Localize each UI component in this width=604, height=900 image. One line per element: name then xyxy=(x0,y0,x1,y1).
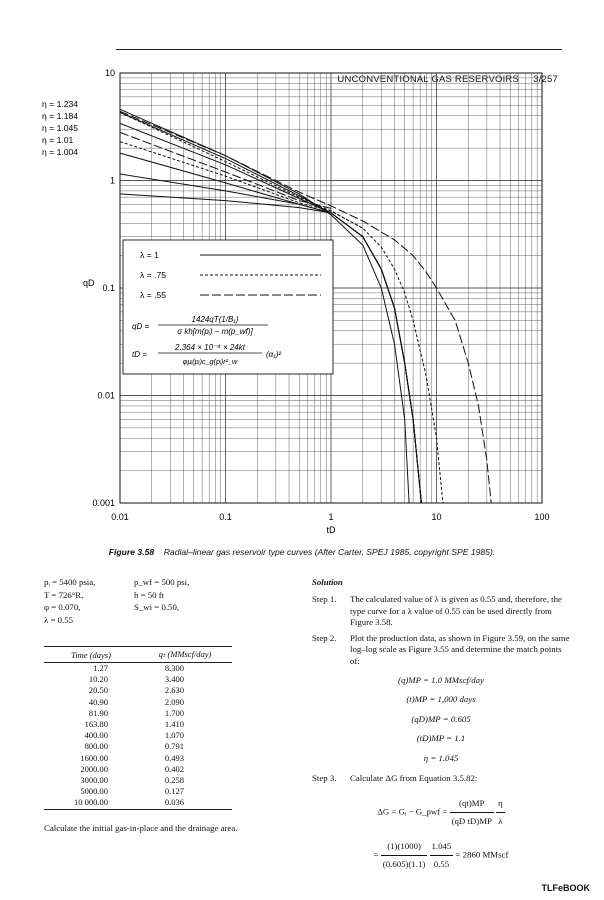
production-table xyxy=(44,646,232,810)
eq1-fraction-2 xyxy=(496,795,505,830)
eq2-fraction-2 xyxy=(430,838,454,873)
header-rule xyxy=(116,49,562,50)
time-cell: 1600.00 xyxy=(80,752,108,763)
param-row xyxy=(44,602,294,615)
time-cell: 10 000.00 xyxy=(44,797,138,809)
table-header-rate: qₜ (MMscf/day) xyxy=(138,647,232,663)
eq1-numerator-2: η xyxy=(496,795,505,813)
y-tick-label: 10 xyxy=(104,68,115,78)
page-number: 3/257 xyxy=(533,74,558,85)
match-point: (qD)MP = 0.605 xyxy=(411,713,471,724)
rate-cell: 0.402 xyxy=(164,763,184,774)
table-row xyxy=(44,685,232,696)
x-tick-label: 0.1 xyxy=(219,512,232,522)
param-value: φ = 0.070, xyxy=(44,602,81,612)
legend-label: λ = .55 xyxy=(140,290,167,300)
rate-cell: 1.070 xyxy=(164,730,184,741)
y-tick-label: 1 xyxy=(109,175,115,186)
table-header-time: Time (days) xyxy=(44,647,138,663)
param-value: h = 50 ft xyxy=(134,589,165,600)
delta-g-equation xyxy=(312,795,570,830)
step-3-label: Step 3. xyxy=(312,773,337,784)
eq2-denominator-2: 0.55 xyxy=(433,858,450,869)
table-row xyxy=(44,663,232,675)
eq1-denominator-2: λ xyxy=(498,815,503,826)
step-3-text: Calculate ΔG from Equation 3.5.82: xyxy=(350,773,478,784)
rate-cell: 0.127 xyxy=(164,786,184,797)
table-header-row xyxy=(44,647,232,663)
x-axis-label: tD xyxy=(326,525,336,535)
eta-label: η = 1.004 xyxy=(42,147,79,157)
rate-cell: 2.630 xyxy=(164,685,184,696)
legend-label: λ = 1 xyxy=(140,250,159,260)
table-row xyxy=(44,719,232,730)
eq2-result: = 2860 MMscf xyxy=(455,849,509,860)
eq1-denominator: (qD tD)MP xyxy=(451,815,492,826)
table-row xyxy=(44,708,232,719)
rate-cell: 0.791 xyxy=(164,741,184,752)
formula-qd-lhs: qD = xyxy=(132,322,150,331)
running-head-title: UNCONVENTIONAL GAS RESERVOIRS xyxy=(337,74,520,85)
table-row xyxy=(44,730,232,741)
rate-cell: 1.700 xyxy=(164,707,184,718)
rate-cell: 1.410 xyxy=(164,719,184,730)
rate-cell: 8.300 xyxy=(164,663,184,673)
table-row xyxy=(44,674,232,685)
param-value: p_wf = 500 psi, xyxy=(134,577,190,587)
type-curve-chart xyxy=(0,60,604,540)
match-point: (t)MP = 1,000 days xyxy=(406,694,476,705)
legend-frame xyxy=(123,240,333,374)
param-row xyxy=(44,590,294,603)
formula-qd-numerator: 1424qT(1/B₁) xyxy=(191,315,239,324)
eq1-numerator: (qt)MP xyxy=(450,795,494,813)
table-row xyxy=(44,764,232,775)
match-point: (tD)MP = 1.1 xyxy=(416,733,466,744)
match-points xyxy=(312,672,570,768)
rate-cell: 2.090 xyxy=(164,696,184,707)
eq1-lhs: ΔG = Gᵢ − G_pwf = xyxy=(377,806,448,817)
param-row xyxy=(44,577,294,590)
match-point: (q)MP = 1.0 MMscf/day xyxy=(398,674,484,685)
table-row xyxy=(44,697,232,708)
rate-cell: 0.036 xyxy=(138,797,232,809)
eta-label: η = 1.045 xyxy=(42,123,79,133)
step-3 xyxy=(312,773,570,785)
calculate-instruction: Calculate the initial gas-in-place and the drainage area. xyxy=(44,823,238,833)
time-cell: 10.20 xyxy=(88,674,108,685)
table-row xyxy=(44,786,232,797)
formula-td-numerator: 2.364 × 10⁻⁴ × 24kt xyxy=(175,343,245,352)
step-2 xyxy=(312,633,570,668)
time-cell: 40.90 xyxy=(88,696,108,707)
rate-cell: 0.258 xyxy=(164,775,184,786)
delta-g-result xyxy=(312,838,570,873)
y-tick-label: 0.01 xyxy=(97,390,115,401)
x-tick-label: 1 xyxy=(328,512,334,522)
eta-labels xyxy=(42,99,78,157)
figure-caption-text: Radial–linear gas reservoir type curves (After Carter, SPEJ 1985, copyright SPE 1985). xyxy=(163,547,496,557)
eta-label: η = 1.01 xyxy=(42,135,74,145)
legend-box xyxy=(123,240,333,374)
rate-cell: 0.493 xyxy=(164,752,184,763)
time-cell: 1.27 xyxy=(93,663,108,673)
step-2-label: Step 2. xyxy=(312,632,337,643)
rate-cell: 3.400 xyxy=(164,674,184,685)
table-row xyxy=(44,741,232,752)
eq2-numerator-2: 1.045 xyxy=(430,838,454,856)
time-cell: 2000.00 xyxy=(80,763,108,774)
given-parameters xyxy=(44,577,294,627)
footer-mark: TLFeBOOK xyxy=(541,883,590,893)
time-cell: 400.00 xyxy=(84,730,108,741)
time-cell: 5000.00 xyxy=(80,786,108,797)
eq2-lhs: = xyxy=(373,849,379,860)
param-value: λ = 0.55 xyxy=(44,614,74,625)
step-1 xyxy=(312,594,570,629)
y-axis-label: qD xyxy=(83,278,95,288)
formula-td-denominator: φμᵢ(pᵢ)c_g(pᵢ)r²_w xyxy=(182,357,238,366)
table-row xyxy=(44,753,232,764)
step-2-text: Plot the production data, as shown in Figure 3.59, on the same log–log scale as Figure 3.55 and determine the match points of: xyxy=(350,632,570,666)
x-tick-label: 0.01 xyxy=(111,512,129,522)
step-1-text: The calculated value of λ is given as 0.55 and, therefore, the type curve for a λ value of 0.55 can be used directly from Figure 3.58. xyxy=(350,594,562,628)
figure-label: Figure 3.58 xyxy=(108,547,155,557)
step-1-label: Step 1. xyxy=(312,594,337,604)
param-value: S_wi = 0.50, xyxy=(134,602,180,612)
formula-td-tail: (α₁)² xyxy=(266,350,282,359)
x-tick-label: 100 xyxy=(534,512,550,522)
time-cell: 81.90 xyxy=(88,707,108,718)
eta-label: η = 1.184 xyxy=(42,111,79,121)
legend-label: λ = .75 xyxy=(140,270,167,280)
time-cell: 20.50 xyxy=(88,685,108,696)
param-value: T = 726°R, xyxy=(44,589,84,600)
time-cell: 800.00 xyxy=(84,741,108,752)
time-cell: 163.80 xyxy=(84,719,108,730)
param-row xyxy=(44,615,294,628)
param-value: pᵢ = 5400 psia, xyxy=(44,577,96,587)
eta-label: η = 1.234 xyxy=(42,99,79,109)
x-tick-label: 10 xyxy=(431,512,442,522)
table-row xyxy=(44,775,232,786)
match-point: η = 1.045 xyxy=(423,752,459,763)
solution-title: Solution xyxy=(312,577,343,587)
formula-td-lhs: tD = xyxy=(132,350,147,359)
eq1-fraction xyxy=(450,795,494,830)
eq2-denominator: (0.605)(1.1) xyxy=(382,858,426,869)
y-tick-label: 0.1 xyxy=(102,283,115,293)
y-tick-label: 0.001 xyxy=(92,498,115,508)
time-cell: 3000.00 xyxy=(80,775,108,786)
figure-caption xyxy=(0,547,604,557)
eq2-fraction xyxy=(381,838,428,873)
table-row xyxy=(44,797,232,809)
formula-qd-denominator: σ kh[m(pᵢ) − m(p_wf)] xyxy=(177,327,253,336)
eq2-numerator: (1)(1000) xyxy=(381,838,428,856)
solution-column xyxy=(312,577,570,875)
